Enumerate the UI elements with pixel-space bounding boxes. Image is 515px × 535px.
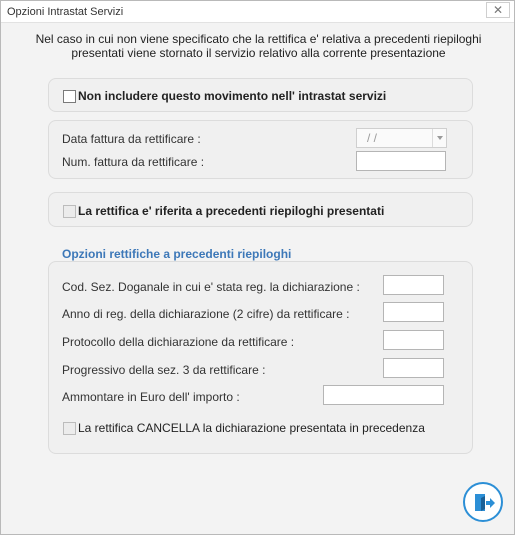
previous-panel xyxy=(48,192,473,227)
protocol-field[interactable] xyxy=(383,330,444,350)
close-button[interactable] xyxy=(486,2,510,18)
chevron-down-icon[interactable] xyxy=(432,129,446,147)
close-icon: ✕ xyxy=(492,3,504,17)
exclude-label: Non includere questo movimento nell' intrastat servizi xyxy=(78,89,387,103)
notice-text: Nel caso in cui non viene specificato che la rettifica e' relativa a precedenti riepiloghi presentati viene stornato il servizio relativo alla corrente presentazione xyxy=(35,32,482,60)
previous-checkbox[interactable] xyxy=(63,205,76,218)
cancel-label: La rettifica CANCELLA la dichiarazione presentata in precedenza xyxy=(78,421,425,435)
cancel-checkbox[interactable] xyxy=(63,422,76,435)
previous-fields-panel xyxy=(48,261,473,454)
exclude-checkbox[interactable] xyxy=(63,90,76,103)
exclude-panel xyxy=(48,78,473,112)
exit-button[interactable] xyxy=(463,482,503,522)
declaration-year-label: Anno di reg. della dichiarazione (2 cifre) da rettificare : xyxy=(62,307,350,321)
previous-option[interactable] xyxy=(63,204,384,218)
window-title: Opzioni Intrastat Servizi xyxy=(7,6,124,18)
protocol-label: Protocollo della dichiarazione da rettificare : xyxy=(62,335,295,349)
invoice-date-label: Data fattura da rettificare : xyxy=(62,132,201,146)
invoice-date-picker[interactable] xyxy=(356,128,447,148)
progressive-label: Progressivo della sez. 3 da rettificare : xyxy=(62,363,266,377)
invoice-number-field[interactable] xyxy=(356,151,446,171)
customs-section-label: Cod. Sez. Doganale in cui e' stata reg. la dichiarazione : xyxy=(62,280,360,294)
amount-field[interactable] xyxy=(323,385,444,405)
invoice-date-value: / / xyxy=(367,131,378,145)
progressive-field[interactable] xyxy=(383,358,444,378)
previous-label: La rettifica e' riferita a precedenti riepiloghi presentati xyxy=(78,204,385,218)
section-title: Opzioni rettifiche a precedenti riepiloghi xyxy=(62,247,292,261)
title-bar xyxy=(1,1,514,23)
exit-door-icon xyxy=(473,492,495,514)
exclude-option[interactable] xyxy=(63,89,386,103)
invoice-panel xyxy=(48,120,473,179)
amount-label: Ammontare in Euro dell' importo : xyxy=(62,390,240,404)
customs-section-field[interactable] xyxy=(383,275,444,295)
declaration-year-field[interactable] xyxy=(383,302,444,322)
invoice-number-label: Num. fattura da rettificare : xyxy=(62,155,205,169)
cancel-option[interactable] xyxy=(63,421,425,435)
